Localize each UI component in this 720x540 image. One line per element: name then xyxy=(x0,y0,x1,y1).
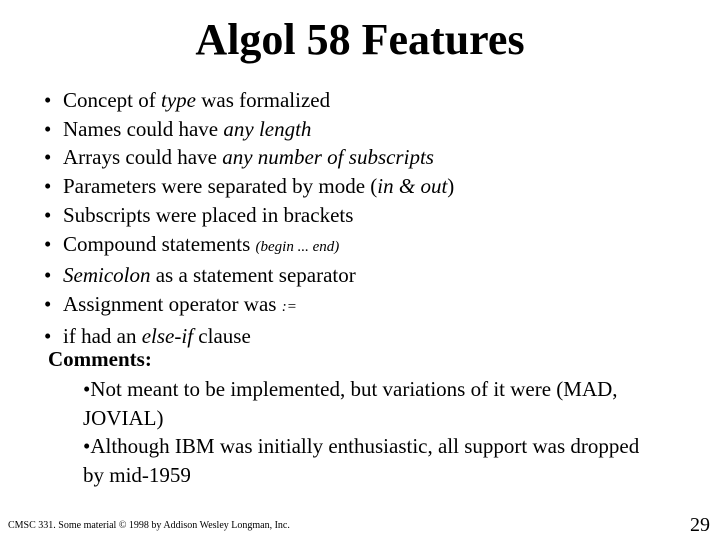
feature-text-segment: type xyxy=(160,88,196,112)
feature-list-item xyxy=(44,230,704,262)
feature-text xyxy=(63,261,356,290)
feature-text-segment: Compound statements xyxy=(63,231,256,256)
feature-text-segment: any number of subscripts xyxy=(222,145,434,170)
feature-text-segment: (begin ... end) xyxy=(255,238,340,255)
feature-text-segment: ) xyxy=(447,174,455,199)
feature-text-segment: if had an xyxy=(63,323,142,348)
feature-text-segment: Concept of xyxy=(63,88,161,112)
feature-text-segment: Parameters were separated by mode ( xyxy=(63,174,378,199)
slide-title: Algol 58 Features xyxy=(195,15,525,64)
feature-text-segment: Names could have xyxy=(63,116,224,141)
bullet-dot: • xyxy=(44,202,52,227)
bullet-dot: • xyxy=(44,88,52,112)
bullet-dot: • xyxy=(44,231,52,256)
feature-list-item xyxy=(44,143,704,172)
bullet-dot: • xyxy=(44,145,52,170)
footer-credit: CMSC 331. Some material © 1998 by Addison Wesley Longman, Inc. xyxy=(8,520,290,531)
feature-text-segment: any length xyxy=(223,116,312,141)
feature-text xyxy=(63,143,434,172)
comments-heading: Comments: xyxy=(48,347,152,371)
feature-text-segment: in & out xyxy=(377,174,448,199)
page-number: 29 xyxy=(690,514,710,536)
feature-text xyxy=(63,172,454,201)
feature-text xyxy=(63,230,339,262)
feature-text xyxy=(63,115,311,144)
comment-item: •Not meant to be implemented, but variations of it were (MAD, JOVIAL) xyxy=(83,377,618,430)
feature-text xyxy=(63,86,330,115)
feature-text xyxy=(63,201,353,230)
feature-list-item xyxy=(44,201,704,230)
feature-list-item xyxy=(44,261,704,290)
bullet-dot: • xyxy=(44,263,52,288)
feature-text-segment: := xyxy=(281,298,297,315)
feature-list-item xyxy=(44,86,704,115)
feature-list-item xyxy=(44,290,704,322)
feature-text-segment: else-if xyxy=(141,323,194,348)
bullet-dot: • xyxy=(44,323,52,348)
bullet-dot: • xyxy=(44,174,52,199)
feature-text-segment: Assignment operator was xyxy=(63,291,282,316)
feature-text-segment: clause xyxy=(193,323,251,348)
bullet-dot: • xyxy=(44,291,52,316)
feature-list xyxy=(44,86,704,350)
comment-item: •Although IBM was initially enthusiastic, all support was dropped by mid-1959 xyxy=(83,434,640,487)
feature-list-item xyxy=(44,115,704,144)
feature-text-segment: as a statement separator xyxy=(150,263,356,288)
bullet-dot: • xyxy=(44,116,52,141)
feature-text-segment: Arrays could have xyxy=(63,145,223,170)
feature-text-segment: Subscripts were placed in brackets xyxy=(63,202,354,227)
feature-text-segment: was formalized xyxy=(195,88,331,112)
feature-text xyxy=(63,290,297,322)
feature-text-segment: Semicolon xyxy=(63,263,151,288)
feature-list-item xyxy=(44,172,704,201)
